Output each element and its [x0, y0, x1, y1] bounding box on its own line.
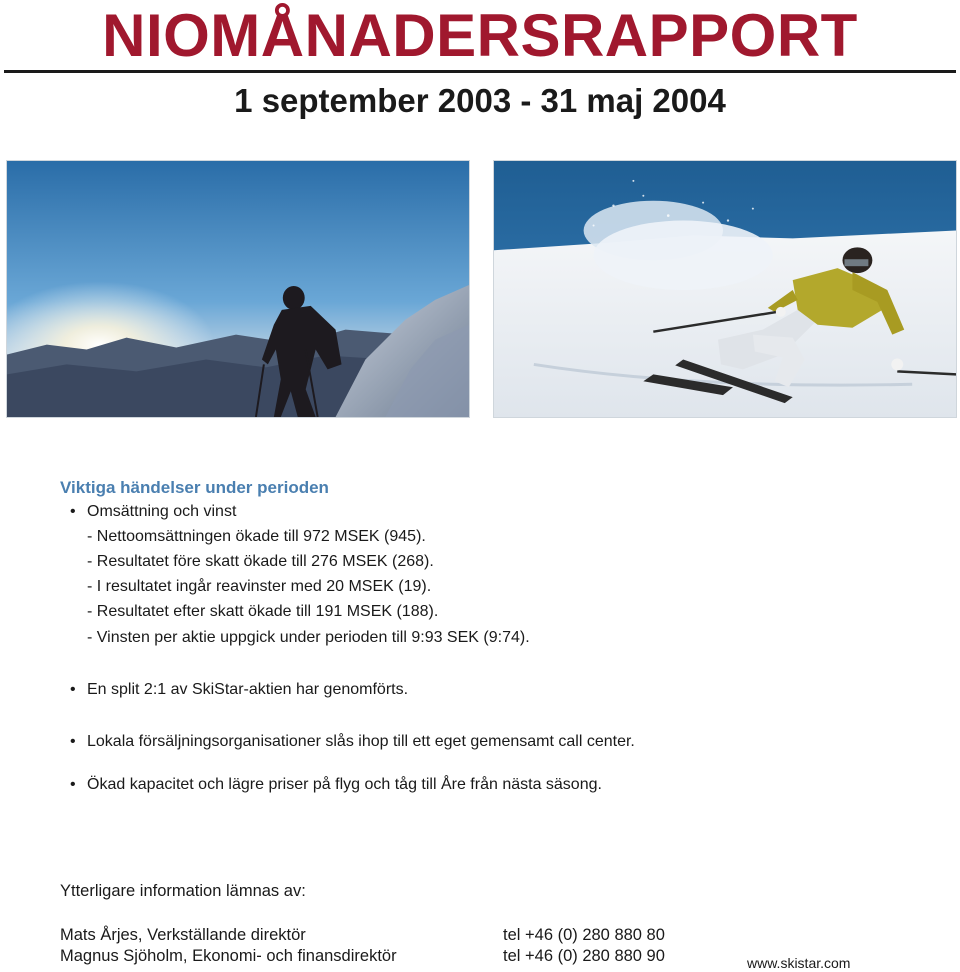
- sub-result-before-tax: - Resultatet före skatt ökade till 276 MSEK (268).: [87, 553, 434, 570]
- bullet-dot: •: [70, 776, 76, 793]
- photo-skier-carving: [493, 160, 957, 418]
- bullet-dot: •: [70, 733, 76, 750]
- report-period: 1 september 2003 - 31 maj 2004: [234, 82, 726, 119]
- title-divider: [4, 70, 956, 73]
- sub-earnings-per-share: - Vinsten per aktie uppgick under perioden till 9:93 SEK (9:74).: [87, 629, 530, 646]
- contact-phone-ceo[interactable]: tel +46 (0) 280 880 80: [503, 926, 665, 944]
- contact-name-cfo: Magnus Sjöholm, Ekonomi- och finansdirektör: [60, 947, 397, 965]
- sub-result-after-tax: - Resultatet efter skatt ökade till 191 MSEK (188).: [87, 603, 439, 620]
- highlights-heading: Viktiga händelser under perioden: [60, 478, 329, 497]
- bullet-dot: •: [70, 681, 76, 698]
- contact-phone-cfo[interactable]: tel +46 (0) 280 880 90: [503, 947, 665, 965]
- report-title: NIOMÅNADERSRAPPORT: [102, 2, 858, 69]
- photo-mountain-sunrise: [6, 160, 470, 418]
- contact-intro: Ytterligare information lämnas av:: [60, 882, 306, 900]
- sub-net-sales: - Nettoomsättningen ökade till 972 MSEK (945).: [87, 528, 426, 545]
- sub-capital-gains: - I resultatet ingår reavinster med 20 MSEK (19).: [87, 578, 432, 595]
- website-link[interactable]: www.skistar.com: [747, 955, 851, 971]
- contact-name-ceo: Mats Årjes, Verkställande direktör: [60, 926, 306, 944]
- bullet-dot: •: [70, 503, 76, 520]
